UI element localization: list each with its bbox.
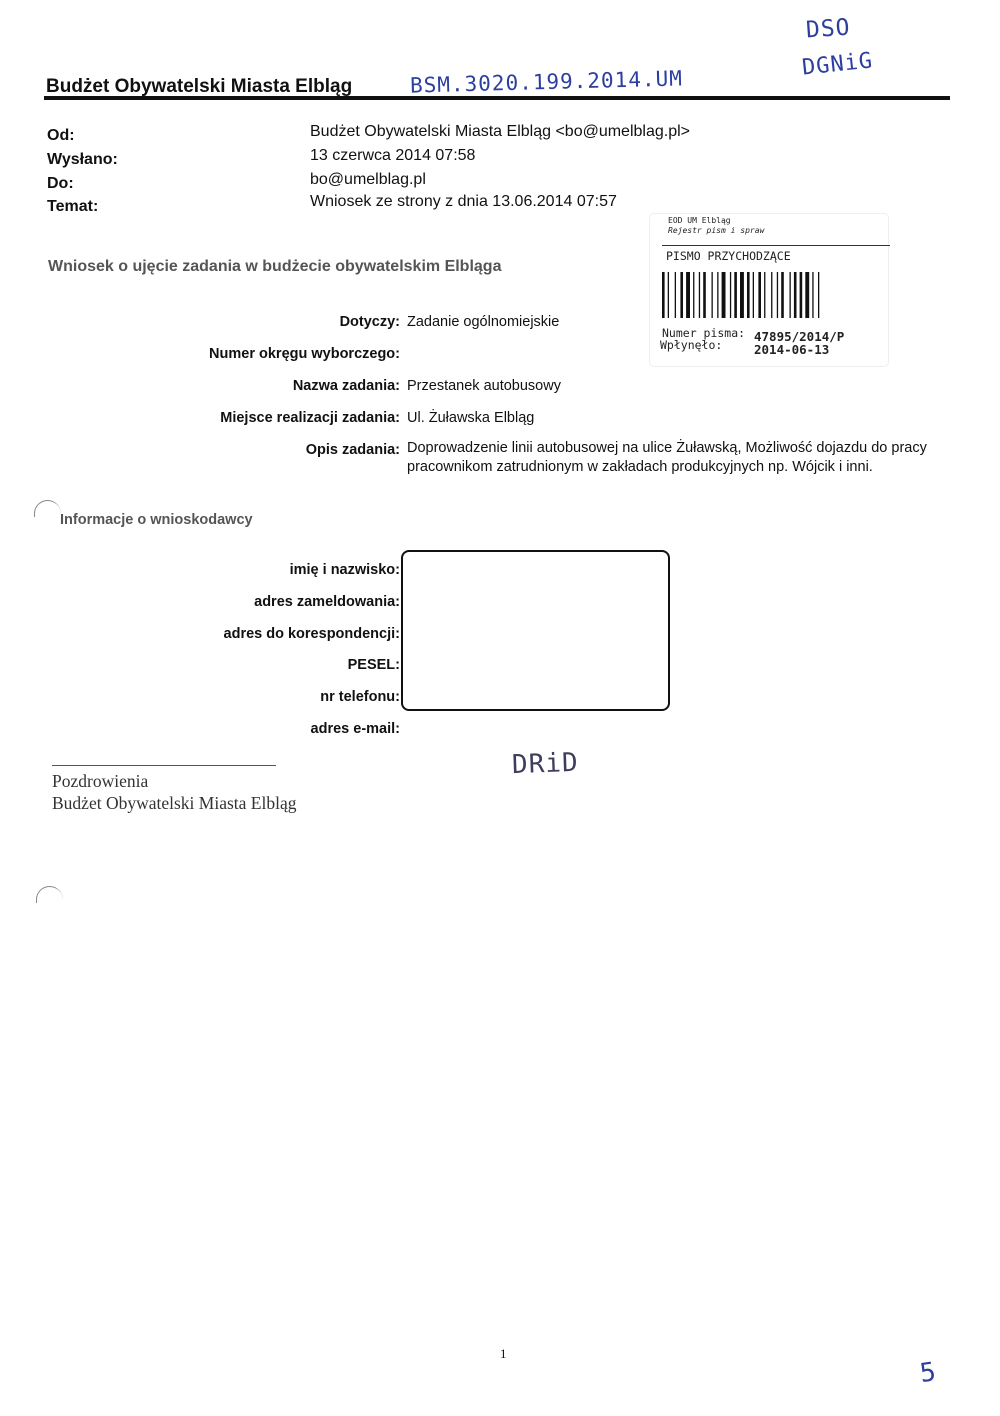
signature-divider [52, 765, 276, 766]
stamp-document-kind: PISMO PRZYCHODZĄCE [666, 249, 791, 263]
stamp-date-value: 2014-06-13 [754, 342, 830, 357]
page-number: 1 [500, 1346, 507, 1361]
applicant-label-registered-address: adres zameldowania: [254, 594, 400, 610]
email-subject-value: Wniosek ze strony z dnia 13.06.2014 07:57 [310, 193, 617, 210]
stamp-office-line: EOD UM Elbląg [668, 216, 731, 225]
field-label-description: Opis zadania: [305, 442, 400, 458]
handwritten-note-dso: DSO [805, 14, 852, 44]
field-label-task-name: Nazwa zadania: [292, 378, 400, 394]
field-label-location: Miejsce realizacji zadania: [220, 410, 400, 426]
redaction-box [401, 550, 670, 711]
handwritten-reference-number: BSM.3020.199.2014.UM [409, 66, 684, 98]
email-to-label: Do: [47, 175, 74, 192]
email-from-value: Budżet Obywatelski Miasta Elbląg <bo@umelblag.pl> [310, 123, 690, 140]
handwritten-corner-number: 5 [917, 1356, 939, 1390]
stamp-divider [662, 245, 890, 246]
applicant-label-pesel: PESEL: [347, 657, 400, 673]
scan-artifact-mark [36, 886, 63, 903]
email-sent-value: 13 czerwca 2014 07:58 [310, 147, 476, 164]
stamp-number-label: Numer pisma: [662, 326, 746, 340]
email-from-label: Od: [47, 127, 75, 144]
barcode-icon [662, 272, 866, 318]
applicant-label-email: adres e-mail: [310, 721, 400, 737]
field-value-dotyczy: Zadanie ogólnomiejskie [407, 314, 560, 330]
applicant-label-phone: nr telefonu: [320, 689, 400, 705]
handwritten-initials: DRiD [511, 747, 580, 781]
field-value-description: Doprowadzenie linii autobusowej na ulice Żuławską, Możliwość dojazdu do pracy pracownikom zatrudnionym w zakładach produkcyjnych np. Wójcik i inni. [407, 440, 927, 475]
email-sent-label: Wysłano: [47, 151, 118, 168]
signature-sender: Budżet Obywatelski Miasta Elbląg [52, 793, 297, 813]
header-divider [44, 96, 950, 100]
email-to-value: bo@umelblag.pl [310, 171, 426, 188]
applicant-label-name: imię i nazwisko: [289, 562, 400, 578]
document-header-title: Budżet Obywatelski Miasta Elbląg [46, 76, 353, 97]
field-value-location: Ul. Żuławska Elbląg [407, 410, 535, 426]
stamp-register-line: Rejestr pism i spraw [668, 226, 765, 235]
signature-greeting: Pozdrowienia [52, 771, 149, 791]
field-label-district: Numer okręgu wyborczego: [209, 346, 400, 362]
scan-artifact-mark [34, 500, 61, 517]
applicant-section-title: Informacje o wnioskodawcy [60, 512, 253, 528]
field-label-dotyczy: Dotyczy: [339, 314, 400, 330]
stamp-date-label: Wpłynęło: [660, 338, 723, 352]
email-subject-label: Temat: [47, 198, 99, 215]
form-title: Wniosek o ujęcie zadania w budżecie obywatelskim Elbląga [48, 258, 502, 275]
stamp-number-value: 47895/2014/P [754, 329, 845, 344]
field-value-task-name: Przestanek autobusowy [407, 378, 561, 394]
applicant-label-mailing-address: adres do korespondencji: [223, 626, 400, 642]
handwritten-note-dgnig: DGNiG [800, 48, 875, 81]
